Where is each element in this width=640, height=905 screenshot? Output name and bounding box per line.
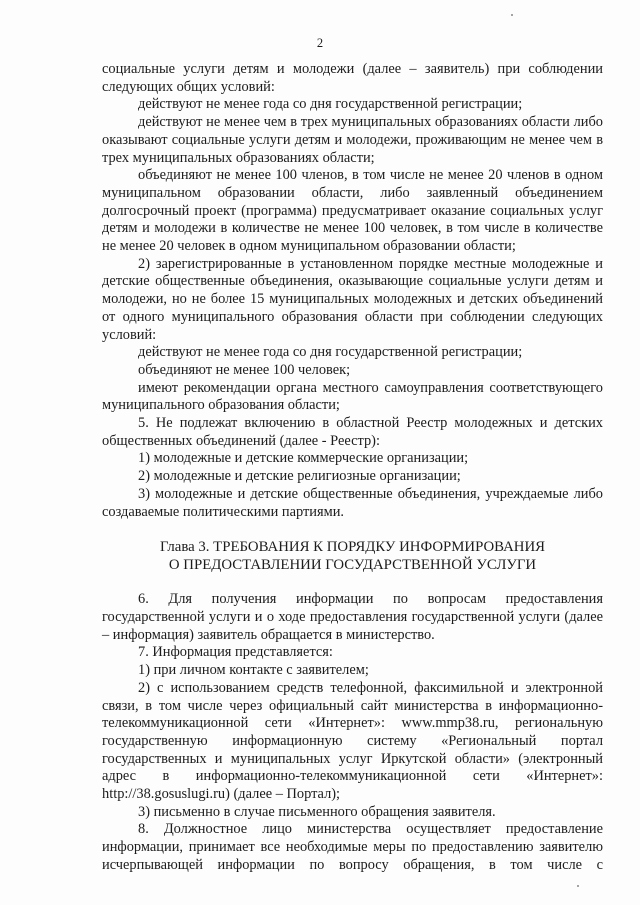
page-body [102, 61, 603, 875]
paragraph: объединяют не менее 100 человек; [138, 361, 351, 378]
paragraph: 6. Для получения информации по вопросам предоставления государственной услуги и о ходе предоставления государственной услуги (далее – информация) заявитель обращается в министерство. [102, 591, 603, 643]
paragraph: 3) письменно в случае письменного обращения заявителя. [138, 803, 496, 820]
chapter-heading-line-2: О ПРЕДОСТАВЛЕНИИ ГОСУДАРСТВЕННОЙ УСЛУГИ [168, 557, 537, 574]
paragraph: действуют не менее года со дня государственной регистрации; [138, 96, 523, 113]
page-number: 2 [316, 36, 324, 50]
paragraph: 2) зарегистрированные в установленном порядке местные молодежные и детские общественные объединения, оказывающие социальные услуги детям и молодежи, но не более 15 муниципальных молодежных и детских объединений от одного муниципального образования области при соблюдении следующих условий: [102, 255, 603, 343]
paragraph: 3) молодежные и детские общественные объединения, учреждаемые либо создаваемые политическими партиями. [102, 485, 603, 520]
paragraph: действуют не менее года со дня государственной регистрации; [138, 344, 523, 361]
paragraph: 1) молодежные и детские коммерческие организации; [138, 450, 469, 467]
paragraph: 2) с использованием средств телефонной, факсимильной и электронной связи, в том числе через официальный сайт министерства в информационно-телекоммуникационной сети «Интернет»: www.mmp38.ru, региональную государственную информационную систему «Региональный портал государственных и муниципальных услуг Иркутской области» (электронный адрес в информационно-телекоммуникационной сети «Интернет»: http://38.gosuslugi.ru) (далее – Портал); [102, 679, 603, 803]
scan-speck [511, 14, 513, 16]
paragraph: действуют не менее чем в трех муниципальных образованиях области либо оказывают социальные услуги детям и молодежи, проживающим не менее чем в трех муниципальных образованиях области; [102, 114, 603, 166]
paragraph: объединяют не менее 100 членов, в том числе не менее 20 членов в одном муниципальном образовании области, либо заявленный объединением долгосрочный проект (программа) предусматривает оказание социальных услуг детям и молодежи в количестве не менее 100 человек, в том числе в количестве не менее 20 человек в одном муниципальном образовании области; [102, 167, 603, 255]
paragraph: социальные услуги детям и молодежи (далее – заявитель) при соблюдении следующих общих условий: [102, 61, 603, 95]
paragraph: 1) при личном контакте с заявителем; [138, 662, 369, 679]
paragraph: 2) молодежные и детские религиозные организации; [138, 468, 461, 485]
scan-speck [577, 885, 579, 887]
chapter-heading [102, 538, 603, 574]
chapter-heading-line-1: Глава 3. ТРЕБОВАНИЯ К ПОРЯДКУ ИНФОРМИРОВАНИЯ [159, 539, 546, 556]
section-conditions [102, 61, 603, 521]
paragraph: имеют рекомендации органа местного самоуправления соответствующего муниципального образования области; [102, 379, 603, 414]
paragraph: 8. Должностное лицо министерства осуществляет предоставление информации, принимает все необходимые меры по предоставлению заявителю исчерпывающей информации по вопросу обращения, в том числе с [102, 821, 603, 873]
paragraph: 5. Не подлежат включению в областной Реестр молодежных и детских общественных объединений (далее - Реестр): [102, 415, 603, 449]
section-information [102, 591, 603, 874]
paragraph: 7. Информация представляется: [138, 644, 333, 661]
